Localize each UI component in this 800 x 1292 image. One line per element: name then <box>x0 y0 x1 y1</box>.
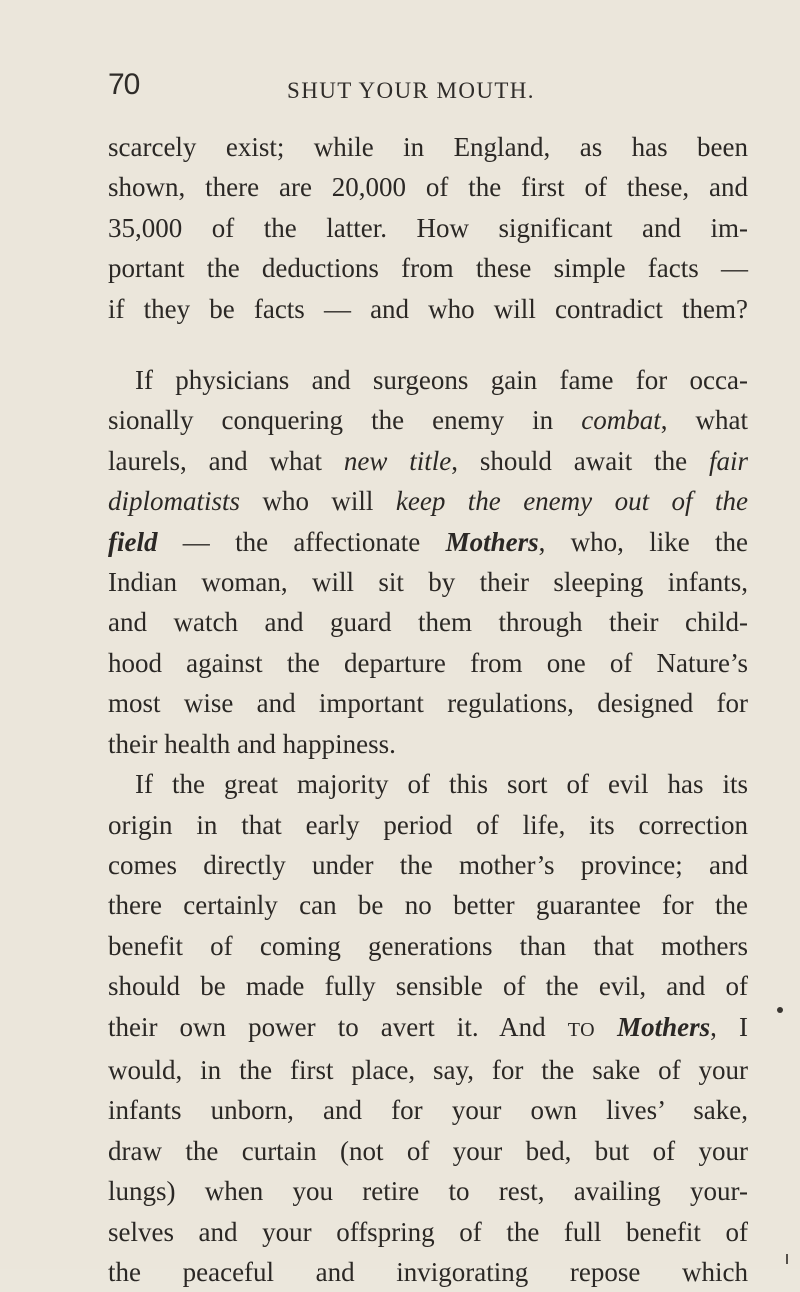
running-head: SHUT YOUR MOUTH. <box>287 78 535 103</box>
italic-run: Mothers <box>595 1011 711 1042</box>
text-line: and watch and guard them through their child- <box>108 607 748 638</box>
paragraph-2 <box>108 360 748 764</box>
small-caps-run: TO <box>567 1018 596 1041</box>
text-line: hood against the departure from one of Nature’s <box>108 647 748 678</box>
italic-run: new title <box>343 445 452 476</box>
text-line: there certainly can be no better guarantee for the <box>108 890 748 921</box>
text-line: If physicians and surgeons gain fame for occa- <box>135 365 748 396</box>
text-line: origin in that early period of life, its correction <box>108 809 748 840</box>
text-line: most wise and important regulations, designed for <box>108 688 748 719</box>
text-run: their own power to avert it. And <box>108 1011 568 1042</box>
italic-run: field <box>108 526 158 557</box>
text-run: sionally conquering the enemy in <box>108 405 582 436</box>
text-line <box>108 522 748 562</box>
text-line <box>108 1007 748 1050</box>
text-line: comes directly under the mother’s province; and <box>108 849 748 880</box>
text-run: laurels, and what <box>108 445 344 476</box>
text-line: scarcely exist; while in England, as has been <box>108 132 748 162</box>
paragraph-3 <box>108 764 748 1292</box>
text-line: Indian woman, will sit by their sleeping infants, <box>108 567 748 598</box>
text-line: lungs) when you retire to rest, availing your- <box>108 1176 748 1207</box>
text-line: would, in the first place, say, for the sake of your <box>108 1054 748 1085</box>
text-run: , what <box>660 405 748 436</box>
text-line: their health and happiness. <box>108 728 396 759</box>
italic-run: diplomatists <box>108 486 241 517</box>
text-run: who will <box>240 486 396 517</box>
page-number: 70 <box>108 68 140 101</box>
text-line <box>108 481 748 521</box>
body-text <box>108 127 748 1292</box>
text-line: benefit of coming generations than that mothers <box>108 930 748 961</box>
text-run: , who, like the <box>538 526 748 557</box>
text-line: if they be facts — and who will contradict them? <box>108 293 748 324</box>
text-run: , I <box>710 1011 748 1042</box>
text-line <box>108 400 748 440</box>
page-edge-mark <box>786 1254 788 1264</box>
paragraph-1 <box>108 127 748 329</box>
italic-run: Mothers <box>445 526 539 557</box>
text-line: the peaceful and invigorating repose which <box>108 1256 748 1287</box>
italic-run: combat <box>581 405 661 436</box>
text-line: draw the curtain (not of your bed, but of your <box>108 1135 748 1166</box>
text-line: selves and your offspring of the full benefit of <box>108 1216 748 1247</box>
italic-run: keep the enemy out of the <box>395 486 748 517</box>
page-header <box>0 68 800 108</box>
text-line: If the great majority of this sort of evil has its <box>135 769 748 800</box>
text-run: , should await the <box>451 445 709 476</box>
text-line: 35,000 of the latter. How significant and im- <box>108 212 748 243</box>
text-line: portant the deductions from these simple facts — <box>108 253 748 284</box>
text-line <box>108 441 748 481</box>
text-line: should be made fully sensible of the evil, and of <box>108 971 748 1002</box>
text-line: shown, there are 20,000 of the first of these, and <box>108 172 748 203</box>
text-line: infants unborn, and for your own lives’ sake, <box>108 1095 748 1126</box>
italic-run: fair <box>709 445 749 476</box>
paragraph-gap <box>108 329 748 360</box>
ink-mark <box>777 1007 783 1013</box>
text-run: — the affectionate <box>157 526 446 557</box>
